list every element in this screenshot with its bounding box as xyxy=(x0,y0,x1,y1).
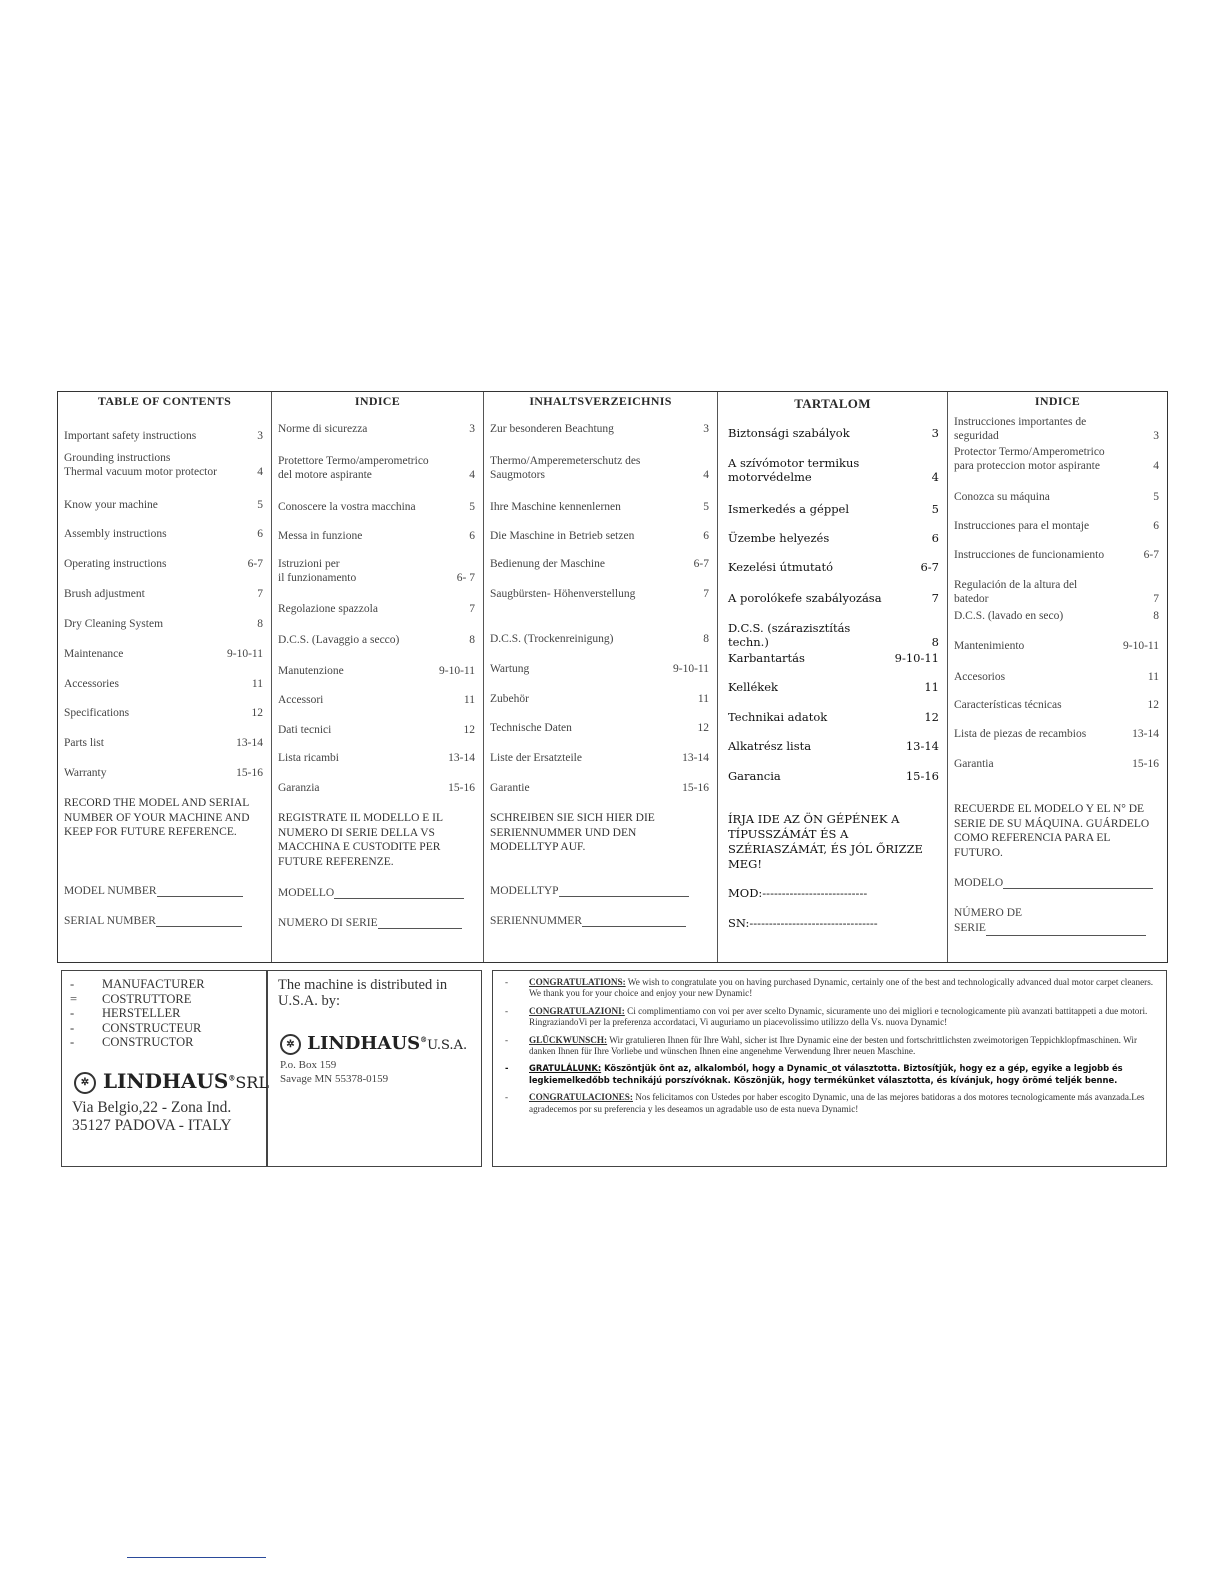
congratulations-text: Ci complimentiamo con voi per aver scelto Dynamic, sicuramente uno dei migliori e tecnologicamente più avanzati battitappeti a due motori. RingraziandoVi per la preferenza accordataci, Vi auguriamo un piacevolissimo utilizzo della Vs. nuova Dynamic! xyxy=(529,1005,1148,1028)
entry-label: Üzembe helyezés xyxy=(728,531,830,545)
entry-page: 15-16 xyxy=(682,782,709,794)
entry-label: Istruzioni per il funzionamento xyxy=(278,558,357,584)
entry-page: 4 xyxy=(703,469,709,481)
entry-page: 6 xyxy=(469,530,475,542)
entry-page: 6 xyxy=(1153,520,1159,532)
entry-page: 5 xyxy=(1153,491,1159,503)
congratulations-list xyxy=(503,977,1156,1121)
contents-entry xyxy=(64,736,263,750)
entry-label: Accessori xyxy=(278,694,324,706)
congratulations-text: Nos felicitamos con Ustedes por haber escogito Dynamic, una de las mejores batidoras a dos motores tecnologicamente más avanzada.Les agradecemos por su preferencia y les deseamos un agradable uso de esta nueva Dynamic! xyxy=(529,1092,1145,1114)
manufacturer-role: = COSTRUTTORE xyxy=(70,991,192,1006)
entry-page: 9-10-11 xyxy=(673,663,709,675)
entry-page: 6- 7 xyxy=(456,572,475,584)
entry-label: Biztonsági szabályok xyxy=(728,426,850,440)
entry-page: 8 xyxy=(1153,610,1159,622)
entry-page: 13-14 xyxy=(905,739,939,753)
entry-label: Saugbürsten- Höhenverstellung xyxy=(490,588,636,600)
entry-label: D.C.S. (szárazisztítás techn.) xyxy=(728,621,851,649)
contents-entry xyxy=(490,781,709,795)
contents-entry xyxy=(954,698,1159,712)
entry-page: 15-16 xyxy=(236,767,263,779)
entry-page: 8 xyxy=(257,618,263,630)
serial-number-field[interactable]: SERIENNUMMER xyxy=(490,914,705,927)
entry-page: 11 xyxy=(463,694,475,706)
entry-page: 12 xyxy=(697,722,709,734)
entry-page: 9-10-11 xyxy=(227,648,263,660)
contents-entry xyxy=(954,548,1159,562)
model-number-field[interactable]: MODELO xyxy=(954,876,1155,889)
entry-page: 9-10-11 xyxy=(894,651,939,665)
contents-entry xyxy=(490,721,709,735)
entry-label: Accessories xyxy=(64,678,119,690)
entry-label: Technikai adatok xyxy=(728,710,828,724)
contents-table xyxy=(57,391,1168,963)
distributor-intro: The machine is distributed in U.S.A. by: xyxy=(278,977,448,1009)
contents-entry xyxy=(728,502,939,516)
contents-entry xyxy=(954,490,1159,504)
entry-label: Garantie xyxy=(490,782,530,794)
congratulations-item xyxy=(503,1092,1156,1115)
contents-entry xyxy=(490,662,709,676)
contents-column-german xyxy=(483,392,717,962)
entry-label: Dati tecnici xyxy=(278,724,332,736)
contents-entry xyxy=(728,456,939,484)
serial-number-field[interactable]: SERIAL NUMBER xyxy=(64,914,259,927)
entry-page: 11 xyxy=(1147,671,1159,683)
contents-entry xyxy=(278,693,475,707)
contents-entry xyxy=(278,781,475,795)
entry-label: Assembly instructions xyxy=(64,528,167,540)
contents-entry xyxy=(278,633,475,647)
entry-page: 6 xyxy=(703,530,709,542)
entry-label: Parts list xyxy=(64,737,104,749)
entry-page: 13-14 xyxy=(682,752,709,764)
record-instructions: RECORD THE MODEL AND SERIAL NUMBER OF YOUR MACHINE AND KEEP FOR FUTURE REFERENCE. xyxy=(64,797,250,838)
bullet-dash: - xyxy=(505,977,509,987)
entry-page: 4 xyxy=(469,469,475,481)
congratulations-heading: CONGRATULAZIONI: xyxy=(529,1005,625,1016)
record-instructions: ÍRJA IDE AZ ÖN GÉPÉNEK A TÍPUSSZÁMÁT ÉS A SZÉRIASZÁMÁT, ÉS JÓL ŐRIZZE MEG! xyxy=(728,812,923,871)
contents-entry xyxy=(278,602,475,616)
entry-label: Thermo/Amperemeterschutz des Saugmotors xyxy=(490,455,641,481)
entry-page: 7 xyxy=(1153,593,1159,605)
contents-entry xyxy=(64,706,263,720)
contents-entry xyxy=(954,670,1159,684)
contents-entry xyxy=(64,451,263,479)
record-instructions: SCHREIBEN SIE SICH HIER DIE SERIENNUMMER UND DEN MODELLTYP AUF. xyxy=(490,812,655,853)
entry-label: Technische Daten xyxy=(490,722,572,734)
column-heading: INDICE xyxy=(354,394,401,408)
entry-label: D.C.S. (Lavaggio a secco) xyxy=(278,634,400,646)
entry-page: 3 xyxy=(469,423,475,435)
entry-label: Garancia xyxy=(728,769,781,783)
entry-label: Instrucciones para el montaje xyxy=(954,520,1090,532)
contents-entry xyxy=(490,529,709,543)
entry-page: 15-16 xyxy=(1132,758,1159,770)
contents-entry xyxy=(278,500,475,514)
congratulations-item xyxy=(503,1006,1156,1029)
contents-entry xyxy=(728,531,939,545)
bullet-dash: - xyxy=(505,1034,509,1045)
congratulations-heading: GLÜCKWUNSCH: xyxy=(529,1034,608,1045)
contents-entry xyxy=(64,429,263,443)
entry-label: Liste der Ersatzteile xyxy=(490,752,582,764)
contents-column-italian xyxy=(271,392,483,962)
entry-page: 6 xyxy=(257,528,263,540)
congratulations-text: Köszöntjük önt az, alkalomból, hogy a Dynamic_ot választotta. Biztosítjük, hogy ez a gép, egyike a legjobb és legkiemelkedőbb technikájú porszívóknak. Köszönjük, hogy termékünket választotta, és kívánjuk, hogy örömé teljék benne. xyxy=(529,1063,1123,1085)
manufacturer-address: Via Belgio,22 - Zona Ind. 35127 PADOVA - ITALY xyxy=(72,1099,232,1134)
entry-page: 12 xyxy=(1147,699,1159,711)
contents-entry xyxy=(278,454,475,482)
entry-label: Protector Termo/Amperometrico para proteccion motor aspirante xyxy=(954,446,1105,472)
contents-entry xyxy=(64,617,263,631)
manufacturer-role: - HERSTELLER xyxy=(70,1006,181,1020)
contents-entry xyxy=(490,692,709,706)
congratulations-item xyxy=(503,1035,1156,1058)
contents-entry xyxy=(64,587,263,601)
entry-page: 6-7 xyxy=(247,558,263,570)
entry-label: A szívómotor termikus motorvédelme xyxy=(728,456,860,484)
manufacturer-role: - CONSTRUCTEUR xyxy=(70,1020,202,1035)
entry-page: 5 xyxy=(931,502,939,516)
entry-label: Zubehör xyxy=(490,693,529,705)
entry-label: Karbantartás xyxy=(728,651,805,665)
entry-label: Brush adjustment xyxy=(64,588,145,600)
entry-label: Kezelési útmutató xyxy=(728,560,834,574)
entry-page: 5 xyxy=(257,499,263,511)
entry-label: Instrucciones de funcionamiento xyxy=(954,549,1105,561)
contents-entry xyxy=(728,651,939,665)
entry-page: 6 xyxy=(931,531,939,545)
record-instructions: RECUERDE EL MODELO Y EL N° DE SERIE DE SU MÁQUINA. GUÁRDELO COMO REFERENCIA PARA EL FUTURO. xyxy=(954,803,1150,859)
entry-page: 6-7 xyxy=(920,560,939,574)
column-heading: TARTALOM xyxy=(794,396,871,411)
contents-entry xyxy=(728,739,939,753)
entry-label: A porolókefe szabályozása xyxy=(728,591,882,605)
entry-page: 15-16 xyxy=(448,782,475,794)
entry-page: 6-7 xyxy=(1143,549,1159,561)
distributor-box xyxy=(267,970,482,1167)
entry-page: 9-10-11 xyxy=(1123,640,1159,652)
serial-number-field[interactable]: NUMERO DI SERIE xyxy=(278,916,471,929)
entry-page: 4 xyxy=(931,470,939,484)
entry-label: D.C.S. (lavado en seco) xyxy=(954,610,1064,622)
column-heading: INHALTSVERZEICHNIS xyxy=(529,394,672,408)
congratulations-heading: CONGRATULATIONS: xyxy=(529,977,626,987)
manufacturer-box xyxy=(61,970,267,1167)
entry-label: Protettore Termo/amperometrico del motore aspirante xyxy=(278,455,429,481)
contents-entry xyxy=(278,422,475,436)
manufacturer-role: - CONSTRUCTOR xyxy=(70,1035,194,1049)
entry-page: 5 xyxy=(469,501,475,513)
model-number-field[interactable]: MODELLO xyxy=(278,886,471,899)
distributor-address: P.o. Box 159 Savage MN 55378-0159 xyxy=(280,1059,389,1085)
contents-entry xyxy=(490,454,709,482)
contents-entry xyxy=(64,647,263,661)
entry-label: Instrucciones importantes de seguridad xyxy=(954,416,1087,442)
entry-label: Mantenimiento xyxy=(954,640,1025,652)
contents-entry xyxy=(278,664,475,678)
contents-entry xyxy=(728,426,939,440)
serial-number-field[interactable]: NÚMERO DE SERIE xyxy=(954,906,1155,936)
entry-page: 7 xyxy=(257,588,263,600)
congratulations-text: Wir gratulieren Ihnen für Ihre Wahl, sicher ist Ihre Dynamic eine der besten und fortschrittlichsten zweimotorigen Teppichklopfmaschinen. Wir danken Ihnen für Ihre Vorliebe und wünschen Ihnen eine angenehme Verwendung Ihrer neuen Maschine. xyxy=(529,1034,1138,1057)
congratulations-heading: GRATULÁLUNK: xyxy=(529,1063,602,1074)
entry-label: Garanzia xyxy=(278,782,320,794)
serial-number-field[interactable]: SN:--------------------------------- xyxy=(728,916,878,930)
congratulations-text: We wish to congratulate you on having purchased Dynamic, certainly one of the best and technologically advanced dual motor carpet cleaners. We thank you for your choice and enjoy your new Dynamic! xyxy=(529,977,1154,999)
entry-label: Dry Cleaning System xyxy=(64,618,164,630)
entry-page: 3 xyxy=(257,430,263,442)
manufacturer-role: - MANUFACTURER xyxy=(70,977,205,991)
entry-label: Maintenance xyxy=(64,648,124,660)
entry-page: 5 xyxy=(703,501,709,513)
entry-label: Regolazione spazzola xyxy=(278,603,378,615)
congratulations-heading: CONGRATULACIONES: xyxy=(529,1092,633,1103)
contents-entry xyxy=(64,498,263,512)
entry-page: 12 xyxy=(463,724,475,736)
contents-entry xyxy=(490,500,709,514)
contents-entry xyxy=(728,710,939,724)
contents-entry xyxy=(278,529,475,543)
contents-entry xyxy=(490,632,709,646)
entry-page: 13-14 xyxy=(1132,728,1159,740)
record-instructions: REGISTRATE IL MODELLO E IL NUMERO DI SERIE DELLA VS MACCHINA E CUSTODITE PER FUTURE REFERENZE. xyxy=(278,812,443,868)
entry-page: 8 xyxy=(469,634,475,646)
contents-column-hungarian xyxy=(717,392,947,962)
contents-entry xyxy=(64,766,263,780)
entry-label: Manutenzione xyxy=(278,665,344,677)
entry-page: 7 xyxy=(469,603,475,615)
entry-page: 11 xyxy=(697,693,709,705)
contents-entry xyxy=(728,769,939,783)
footer-rule xyxy=(127,1557,266,1558)
entry-label: Kellékek xyxy=(728,680,778,694)
congratulations-item xyxy=(503,977,1156,1000)
entry-label: Norme di sicurezza xyxy=(278,423,368,435)
entry-page: 12 xyxy=(924,710,939,724)
entry-label: Ihre Maschine kennenlernen xyxy=(490,501,621,513)
contents-entry xyxy=(490,751,709,765)
entry-label: Wartung xyxy=(490,663,530,675)
entry-label: Bedienung der Maschine xyxy=(490,558,605,570)
entry-label: Grounding instructions Thermal vacuum motor protector xyxy=(64,452,217,478)
entry-label: Know your machine xyxy=(64,499,158,511)
entry-page: 15-16 xyxy=(905,769,939,783)
contents-entry xyxy=(728,560,939,574)
model-number-field[interactable]: MOD:--------------------------- xyxy=(728,886,868,900)
bullet-dash: - xyxy=(505,1063,509,1074)
entry-label: Conoscere la vostra macchina xyxy=(278,501,416,513)
entry-page: 7 xyxy=(931,591,939,605)
entry-label: Operating instructions xyxy=(64,558,167,570)
entry-page: 11 xyxy=(924,680,939,694)
contents-entry xyxy=(64,557,263,571)
entry-label: Garantia xyxy=(954,758,994,770)
congratulations-box xyxy=(492,970,1167,1167)
entry-label: Zur besonderen Beachtung xyxy=(490,423,614,435)
contents-entry xyxy=(64,527,263,541)
lindhaus-emblem-icon: ✲ xyxy=(74,1072,96,1094)
entry-label: Características técnicas xyxy=(954,699,1062,711)
bullet-dash: - xyxy=(505,1092,509,1103)
entry-page: 7 xyxy=(703,588,709,600)
contents-entry xyxy=(490,557,709,571)
entry-page: 9-10-11 xyxy=(439,665,475,677)
contents-entry xyxy=(490,587,709,601)
entry-page: 4 xyxy=(1153,460,1159,472)
entry-label: Die Maschine in Betrieb setzen xyxy=(490,530,635,542)
contents-entry xyxy=(954,757,1159,771)
model-number-field[interactable]: MODELLTYP xyxy=(490,884,705,897)
entry-page: 11 xyxy=(251,678,263,690)
contents-column-spanish xyxy=(947,392,1167,962)
entry-label: Lista de piezas de recambios xyxy=(954,728,1087,740)
entry-label: Messa in funzione xyxy=(278,530,363,542)
contents-entry xyxy=(728,591,939,605)
entry-label: Alkatrész lista xyxy=(728,739,812,753)
contents-entry xyxy=(64,677,263,691)
entry-page: 3 xyxy=(1153,430,1159,442)
contents-entry xyxy=(278,557,475,585)
entry-label: Conozca su máquina xyxy=(954,491,1050,503)
contents-entry xyxy=(954,415,1159,443)
contents-entry xyxy=(728,680,939,694)
contents-entry xyxy=(728,621,939,649)
entry-page: 8 xyxy=(931,635,939,649)
entry-label: Lista ricambi xyxy=(278,752,339,764)
contents-entry xyxy=(954,578,1159,606)
contents-column-english xyxy=(58,392,271,962)
lindhaus-usa-logo: ✲ LINDHAUS®U.S.A. xyxy=(280,1033,467,1055)
manufacturer-roles xyxy=(70,977,205,1050)
entry-page: 6-7 xyxy=(693,558,709,570)
entry-label: Ismerkedés a géppel xyxy=(728,502,850,516)
entry-label: Important safety instructions xyxy=(64,430,197,442)
lindhaus-emblem-icon: ✲ xyxy=(280,1034,301,1055)
contents-entry xyxy=(490,422,709,436)
contents-entry xyxy=(278,723,475,737)
entry-label: Warranty xyxy=(64,767,107,779)
entry-label: Accesorios xyxy=(954,671,1006,683)
contents-entry xyxy=(278,751,475,765)
model-number-field[interactable]: MODEL NUMBER xyxy=(64,884,259,897)
entry-page: 4 xyxy=(257,466,263,478)
entry-label: Specifications xyxy=(64,707,130,719)
entry-page: 13-14 xyxy=(236,737,263,749)
entry-page: 3 xyxy=(931,426,939,440)
column-heading: TABLE OF CONTENTS xyxy=(97,394,232,408)
entry-page: 13-14 xyxy=(448,752,475,764)
contents-entry xyxy=(954,445,1159,473)
column-heading: INDICE xyxy=(1034,394,1081,408)
congratulations-item xyxy=(503,1063,1156,1086)
entry-page: 8 xyxy=(703,633,709,645)
contents-entry xyxy=(954,727,1159,741)
entry-page: 3 xyxy=(703,423,709,435)
contents-entry xyxy=(954,519,1159,533)
contents-entry xyxy=(954,609,1159,623)
entry-page: 12 xyxy=(251,707,263,719)
lindhaus-logo: ✲ LINDHAUS®SRL xyxy=(74,1069,269,1094)
bullet-dash: - xyxy=(505,1005,509,1016)
entry-label: Regulación de la altura del batedor xyxy=(954,579,1078,605)
contents-entry xyxy=(954,639,1159,653)
entry-label: D.C.S. (Trockenreinigung) xyxy=(490,633,614,645)
